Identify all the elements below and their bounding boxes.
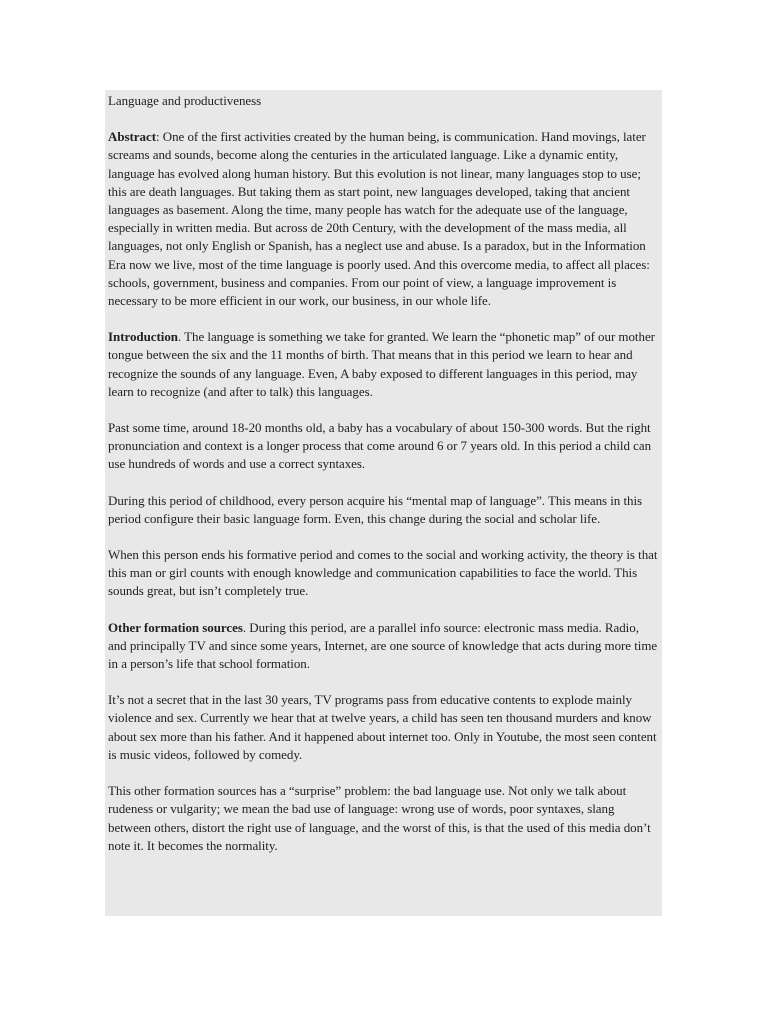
body-paragraph [108, 691, 659, 764]
document-title: Language and productiveness [108, 93, 262, 108]
paragraph-text: During this period of childhood, every person acquire his “mental map of language”. This means in this period configure their basic language form. Even, this change during the social and scholar life. [108, 492, 643, 526]
body-paragraph [108, 492, 659, 528]
paragraph-text: It’s not a secret that in the last 30 years, TV programs pass from educative contents to explode mainly violence and sex. Currently we hear that at twelve years, a child has seen ten thousand murders and know about sex more than his father. And it happened about internet too. Only in Youtube, the most seen content is music videos, followed by comedy. [108, 692, 657, 762]
body-paragraph [108, 782, 659, 855]
paragraph-text: . During this period, are a parallel info source: electronic mass media. Radio, and principally TV and since some years, Internet, are one source of knowledge that acts during more time in a person’s life that school formation. [108, 619, 658, 672]
body-paragraph [108, 546, 659, 601]
introduction-paragraph [108, 328, 659, 401]
paragraph-text: When this person ends his formative period and comes to the social and working activity, the theory is that this man or girl counts with enough knowledge and communication capabilities to face the world. This sounds great, but isn’t completely true. [108, 547, 658, 599]
paragraph-heading: Abstract [108, 129, 156, 145]
paragraph-text: : One of the first activities created by the human being, is communication. Hand movings, later screams and sounds, become along the centuries in the articulated language. Like a dynamic entity, language has evolved along human history. But this evolution is not linear, many languages stop to use; this are death languages. But taking them as start point, new languages developed, taking that ancient languages as basement. Along the time, many people has watch for the adequate use of the language, especially in written media. But across de 20th Century, with the development of the mass media, all languages, not only English or Spanish, has a neglect use and abuse. Is a paradox, but in the Information Era now we live, most of the time language is poorly used. And this overcome media, to affect all places: schools, government, business and companies. From our point of view, a language improvement is necessary to be more efficient in our work, our business, in our whole life. [108, 129, 650, 309]
body-paragraph [108, 419, 659, 474]
paragraph-heading: Other formation sources [108, 619, 243, 635]
paragraph-text: This other formation sources has a “surprise” problem: the bad language use. Not only we talk about rudeness or vulgarity; we mean the bad use of language: wrong use of words, poor syntaxes, slang between others, distort the right use of language, and the worst of this, is that the used of this media don’t note it. It becomes the normality. [108, 783, 651, 853]
document-text-block [105, 90, 662, 916]
paragraph-text: . The language is something we take for granted. We learn the “phonetic map” of our mother tongue between the six and the 11 months of birth. That means that in this period we learn to hear and recognize the sounds of any language. Even, A baby exposed to different languages in this period, may learn to recognize (and after to talk) this languages. [108, 329, 655, 399]
paragraph-text: Past some time, around 18-20 months old, a baby has a vocabulary of about 150-300 words. But the right pronunciation and context is a longer process that come around 6 or 7 years old. In this period a child can use hundreds of words and use a correct syntaxes. [108, 420, 652, 472]
paragraph-heading: Introduction [108, 329, 178, 345]
abstract-paragraph [108, 128, 659, 310]
other-formation-sources-paragraph [108, 619, 659, 674]
